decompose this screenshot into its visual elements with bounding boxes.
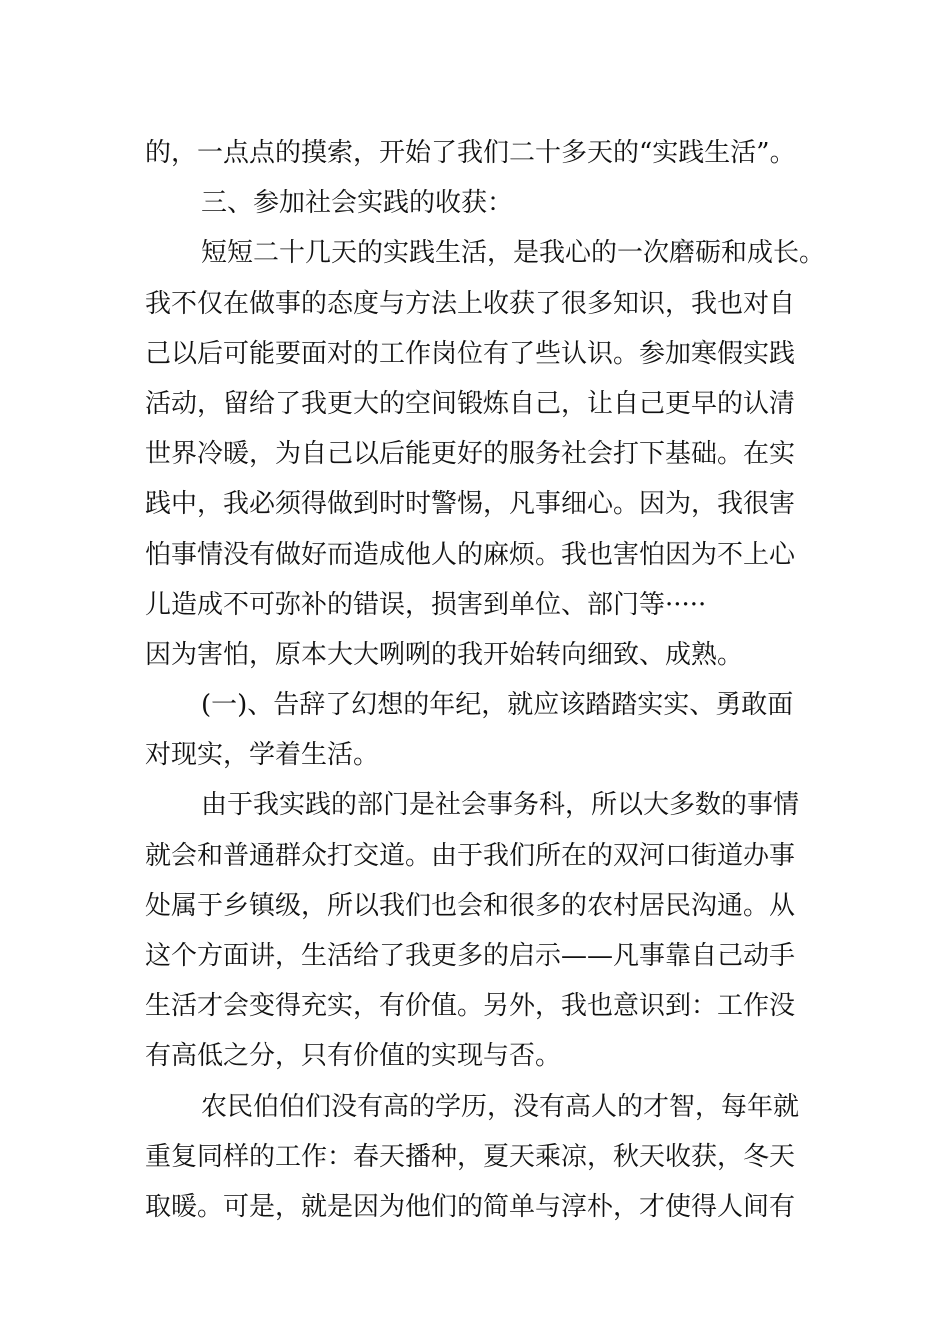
section-heading: 三、参加社会实践的收获：: [201, 188, 514, 219]
text-line-13: 对现实，学着生活。: [145, 740, 380, 771]
text-line-6: 活动，留给了我更大的空间锻炼自己，让自己更早的认清: [145, 388, 796, 419]
text-line-22: 取暖。可是，就是因为他们的简单与淳朴，才使得人间有: [145, 1191, 796, 1222]
text-line-21: 重复同样的工作：春天播种，夏天乘凉，秋天收获，冬天: [145, 1141, 796, 1172]
text-line-4: 我不仅在做事的态度与方法上收获了很多知识，我也对自: [145, 288, 796, 319]
text-line-16: 处属于乡镇级，所以我们也会和很多的农村居民沟通。从: [145, 890, 796, 921]
text-line-1: 的，一点点的摸索，开始了我们二十多天的“实践生活”。: [145, 138, 796, 168]
text-line-11: 因为害怕，原本大大咧咧的我开始转向细致、成熟。: [145, 639, 744, 670]
text-line-19: 有高低之分，只有价值的实现与否。: [145, 1041, 562, 1072]
text-line-18: 生活才会变得充实，有价值。另外，我也意识到：工作没: [145, 991, 796, 1022]
text-line-9: 怕事情没有做好而造成他人的麻烦。我也害怕因为不上心: [145, 539, 796, 570]
body-text: [145, 128, 825, 1232]
subsection-heading: (一)、告辞了幻想的年纪，就应该踏踏实实、勇敢面: [201, 690, 794, 721]
text-line-20: 农民伯伯们没有高的学历，没有高人的才智，每年就: [201, 1091, 800, 1122]
text-line-17: 这个方面讲，生活给了我更多的启示——凡事靠自己动手: [145, 941, 796, 971]
text-line-15: 就会和普通群众打交道。由于我们所在的双河口街道办事: [145, 840, 796, 871]
text-line-8: 践中，我必须得做到时时警惕，凡事细心。因为，我很害: [145, 489, 796, 520]
text-line-10: 儿造成不可弥补的错误，损害到单位、部门等·····: [145, 589, 707, 620]
text-line-5: 己以后可能要面对的工作岗位有了些认识。参加寒假实践: [145, 338, 796, 369]
text-line-3: 短短二十几天的实践生活，是我心的一次磨砺和成长。: [201, 238, 826, 269]
text-line-7: 世界冷暖，为自己以后能更好的服务社会打下基础。在实: [145, 439, 796, 470]
text-line-14: 由于我实践的部门是社会事务科，所以大多数的事情: [201, 790, 800, 821]
